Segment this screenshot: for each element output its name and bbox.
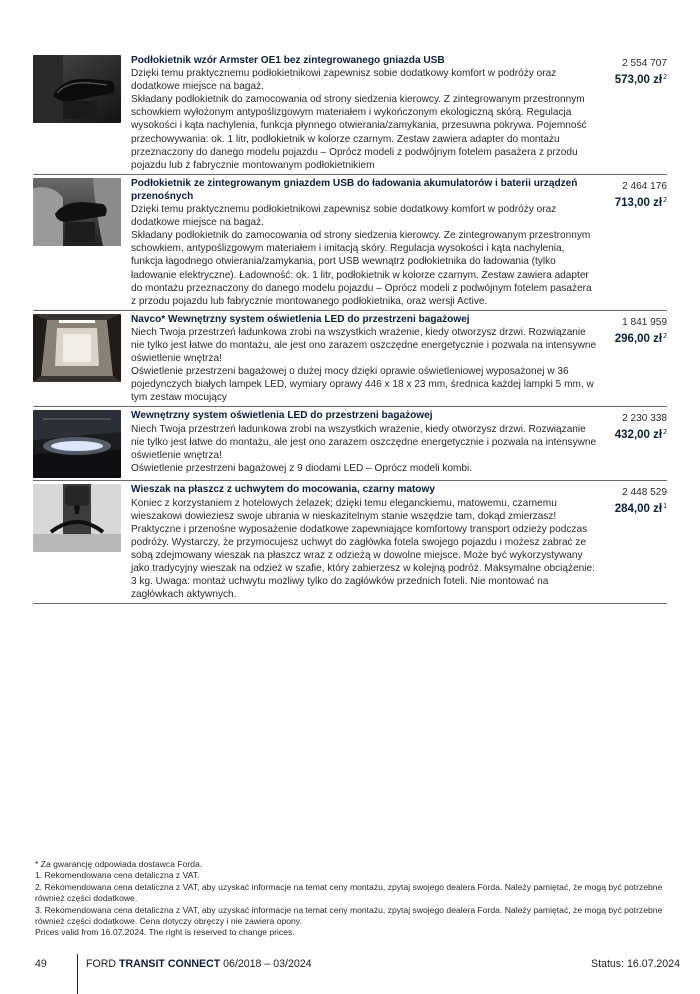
footnote: 3. Rekomendowana cena detaliczna z VAT, aby uzyskać informacje na temat ceny montażu, zpytaj swojego dealera Forda. Należy pamiętać, że mogą być potrzebne również części dodatkowe. Cena dotyczy obręczy i nie zawiera opony.	[35, 904, 663, 927]
footnote: * Za gwarancję odpowiada dostawca Forda.	[35, 859, 203, 869]
product-title: Podłokietnik ze zintegrowanym gniazdem USB do ładowania akumulatorów i baterii urządzeń przenośnych	[131, 177, 578, 202]
product-text: Składany podłokietnik do zamocowania od strony siedzenia kierowcy. Ze zintegrowanym przestronnym schowkiem, antypoślizgowym materiałem i imitacją skóry. Regulacja wysokości i kąta nachylenia, funkcja łagodnego otwierania/zamykania, port USB wewnątrz podłokietnika do ładowania (tylko ładowanie elektryczne). Ładowność: ok. 1 litr, podłokietnik w kolorze czarnym. Zestaw zawiera adapter do montażu przeznaczony do danego modelu pojazdu – Oprócz modeli z podwójnym fotelem pasażera z przodu pojazdu lub fabrycznie montowanego podłokietnika, oraz wersji Active.	[131, 230, 592, 307]
price-column	[605, 177, 667, 211]
product-row	[33, 52, 667, 175]
footer-brand	[86, 958, 312, 970]
price-value: 573,00 zł	[614, 74, 663, 86]
page-number: 49	[35, 958, 47, 970]
price-value: 432,00 zł	[614, 429, 663, 442]
product-title: Wewnętrzny system oświetlenia LED do przestrzeni bagażowej	[131, 410, 433, 422]
product-row	[33, 311, 667, 408]
footnote-ref: 1	[663, 503, 667, 511]
product-text: Niech Twoja przestrzeń ładunkowa zrobi na wszystkich wrażenie, kiedy otworzysz drzwi. Rozwiązanie nie tylko jest łatwe do montażu, ale jest ono zarazem oszczędne energetycznie i pozwala na intensywne oświetlenie wnętrza!	[131, 326, 597, 365]
product-title: Wieszak na płaszcz z uchwytem do mocowania, czarny matowy	[131, 484, 435, 496]
product-description	[131, 54, 605, 172]
led-lamp-image	[33, 410, 121, 478]
product-text: Niech Twoja przestrzeń ładunkowa zrobi na wszystkich wrażenie, kiedy otworzysz drzwi. Rozwiązanie nie tylko jest łatwe do montażu, ale jest ono zarazem oszczędne energetycznie i pozwala na intensywne oświetlenie wnętrza!	[131, 423, 597, 461]
product-title: Podłokietnik wzór Armster OE1 bez zintegrowanego gniazda USB	[131, 55, 445, 66]
coat-hanger-image	[33, 484, 121, 552]
product-row	[33, 481, 667, 604]
product-description	[131, 177, 605, 308]
model-years: 06/2018 – 03/2024	[223, 958, 312, 970]
price-value: 284,00 zł	[614, 503, 663, 516]
price	[605, 70, 667, 88]
product-description	[131, 483, 605, 601]
product-text: Praktyczne i przenośne wyposażenie dodatkowe zapewniające komfortowy transport odzieży podczas podróży. Wystarczy, że przymocujesz uchwyt do zagłówka fotela swojego pojazdu i możesz zabrać ze sobą zdejmowany wieszak na płaszcz wraz z odzieżą w dowolne miejsce. Może być wykorzystywany jako tradycyjny wieszak na odzież w szafie, który zabierzesz w kolejną podróż. Maksymalne obciążenie: 3 kg. Uwaga: montaż uchwytu możliwy tylko do zagłówków przednich foteli. Nie montować na zagłówkach aktywnych.	[131, 523, 595, 601]
armrest-image	[33, 55, 121, 123]
price	[605, 329, 667, 347]
price	[605, 193, 667, 211]
status-date: Status: 16.07.2024	[591, 958, 680, 970]
price-column	[605, 409, 667, 443]
product-row	[33, 175, 667, 311]
accessory-catalog	[33, 52, 667, 604]
part-number: 2 464 176	[622, 180, 667, 192]
part-number: 1 841 959	[622, 316, 667, 328]
price	[605, 425, 667, 443]
footnotes	[35, 859, 665, 939]
product-text: Dzięki temu praktycznemu podłokietnikowi zapewnisz sobie dodatkowy komfort w podróży oraz dodatkowe miejsce na bagaż.	[131, 68, 557, 93]
price-column	[605, 483, 667, 517]
usb-armrest-image	[33, 178, 121, 246]
brand-prefix: FORD	[86, 958, 117, 970]
footnote: 1. Rekomendowana cena detaliczna z VAT.	[35, 870, 200, 881]
product-row	[33, 407, 667, 481]
price-value: 713,00 zł	[614, 196, 663, 209]
part-number: 2 448 529	[622, 487, 667, 499]
product-text: Oświetlenie przestrzeni bagażowej z 9 diodami LED – Oprócz modeli kombi.	[131, 462, 473, 474]
cargo-led-image	[33, 314, 121, 382]
price	[605, 499, 667, 517]
page-footer	[35, 956, 680, 976]
product-description	[131, 313, 605, 405]
product-text: Składany podłokietnik do zamocowania od strony siedzenia kierowcy. Z zintegrowanym przestronnym schowkiem wyłożonym antypoślizgowym materiałem i wykończonym ekologiczną skórą. Regulacja wysokości i kąta nachylenia, funkcja płynnego otwierania/zamykania, przesuwna pokrywa. Pojemność przechowywania: ok. 1 litr, podłokietnik w kolorze czarnym. Zestaw zawiera adapter do montażu przeznaczony do danego modelu pojazdu – Oprócz modeli z podwójnym fotelem pasażera z przodu pojazdu lub z fabrycznie montowanym podłokietnikiem	[131, 94, 587, 171]
footnote: 2. Rekomendowana cena detaliczna z VAT, aby uzyskać informacje na temat ceny montażu, zpytaj swojego dealera Forda. Należy pamiętać, że mogą być potrzebne również części dodatkowe.	[35, 881, 663, 904]
footnote-ref: 2	[663, 429, 667, 437]
price-column	[605, 54, 667, 88]
product-title: Navco* Wewnętrzny system oświetlenia LED do przestrzeni bagażowej	[131, 313, 470, 325]
footnote-ref: 2	[663, 196, 667, 204]
product-text: Oświetlenie przestrzeni bagażowej o dużej mocy dzięki oprawie oświetleniowej wyposażonej w 36 pojedynczych białych lampek LED, wymiary oprawy 446 x 18 x 23 mm, średnica każdej lampki 5 mm, w tym zestaw mocujący	[131, 366, 594, 404]
product-description	[131, 409, 605, 474]
footnote: Prices valid from 16.07.2024. The right is reserved to change prices.	[35, 927, 295, 938]
price-value: 296,00 zł	[614, 332, 663, 345]
footnote-ref: 2	[663, 74, 667, 81]
model-name: TRANSIT CONNECT	[118, 958, 221, 970]
price-column	[605, 313, 667, 347]
product-text: Koniec z korzystaniem z hotelowych żelazek; dzięki temu eleganckiemu, matowemu, czarnemu wieszakowi dowieziesz swoje ubrania w nieskazitelnym stanie wszędzie tam, dokąd zmierzasz!	[131, 497, 557, 522]
part-number: 2 554 707	[622, 58, 667, 69]
footnote-ref: 2	[663, 332, 667, 340]
product-text: Dzięki temu praktycznemu podłokietnikowi zapewnisz sobie dodatkowy komfort w podróży oraz dodatkowe miejsce na bagaż.	[131, 204, 557, 229]
footer-divider	[77, 954, 78, 994]
part-number: 2 230 338	[622, 413, 667, 425]
